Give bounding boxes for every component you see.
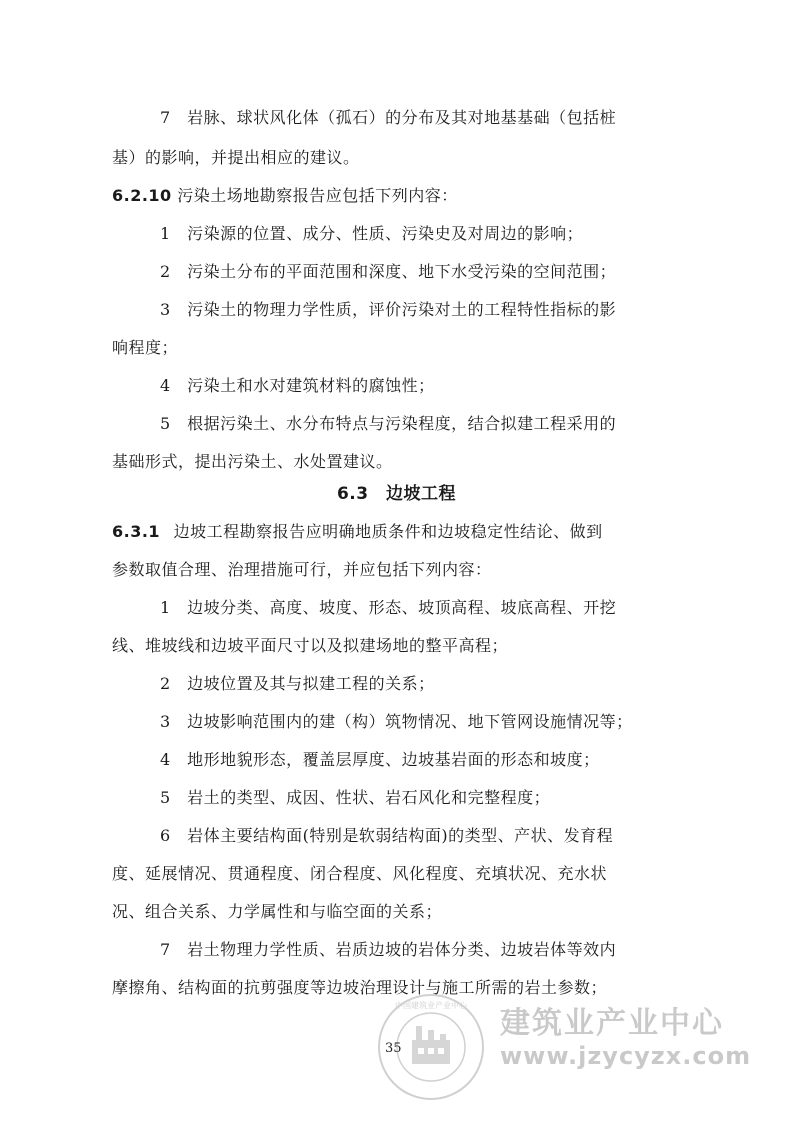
- list-item: 4 地形地貌形态，覆盖层厚度、边坡基岩面的形态和坡度；: [160, 750, 600, 769]
- clause-6-2-10: [112, 186, 672, 206]
- list-item-continuation: 基础形式，提出污染土、水处置建议。: [112, 452, 393, 471]
- clause-number: 6.2.10: [112, 186, 172, 205]
- list-item: 1 边坡分类、高度、坡度、形态、坡顶高程、坡底高程、开挖: [160, 598, 617, 617]
- list-item: 4 污染土和水对建筑材料的腐蚀性；: [160, 376, 435, 395]
- item7-line1: 7 岩脉、球状风化体（孤石）的分布及其对地基基础（包括桩: [160, 108, 617, 127]
- list-item-continuation: 况、组合关系、力学属性和与临空面的关系；: [112, 902, 443, 921]
- list-item: 2 边坡位置及其与拟建工程的关系；: [160, 674, 435, 693]
- list-item-continuation: 响程度；: [112, 338, 179, 357]
- watermark-title: 建筑业产业中心: [500, 1006, 724, 1041]
- seal-text: 中国建筑业产业中心: [395, 1001, 467, 1010]
- clause-continuation: 参数取值合理、治理措施可行，并应包括下列内容：: [112, 560, 492, 579]
- clause-number: 6.3.1: [112, 522, 161, 541]
- list-item-continuation: 线、堆坡线和边坡平面尺寸以及拟建场地的整平高程；: [112, 636, 509, 655]
- page-number: 35: [385, 1041, 402, 1056]
- list-item: 6 岩体主要结构面(特别是软弱结构面)的类型、产状、发育程: [160, 826, 614, 845]
- watermark-url: www.jzycyzx.com: [500, 1042, 752, 1070]
- watermark: [376, 992, 752, 1082]
- clause-text: 污染土场地勘察报告应包括下列内容：: [177, 186, 458, 205]
- list-item: 2 污染土分布的平面范围和深度、地下水受污染的空间范围；: [160, 262, 617, 281]
- list-item-continuation: 度、延展情况、贯通程度、闭合程度、风化程度、充填状况、充水状: [112, 864, 608, 883]
- list-item: 1 污染源的位置、成分、性质、污染史及对周边的影响；: [160, 224, 584, 243]
- item7-line2: 基）的影响，并提出相应的建议。: [112, 148, 360, 167]
- section-title: 6.3 边坡工程: [336, 484, 457, 504]
- clause-text: 边坡工程勘察报告应明确地质条件和边坡稳定性结论、做到: [173, 522, 603, 541]
- list-item: 7 岩土物理力学性质、岩质边坡的岩体分类、边坡岩体等效内: [160, 940, 617, 959]
- list-item: 3 污染土的物理力学性质，评价污染对土的工程特性指标的影: [160, 300, 617, 319]
- list-item: 5 岩土的类型、成因、性状、岩石风化和完整程度；: [160, 788, 551, 807]
- list-item-continuation: 摩擦角、结构面的抗剪强度等边坡治理设计与施工所需的岩土参数；: [112, 978, 608, 997]
- list-item: 5 根据污染土、水分布特点与污染程度，结合拟建工程采用的: [160, 414, 617, 433]
- list-item: 3 边坡影响范围内的建（构）筑物情况、地下管网设施情况等；: [160, 712, 633, 731]
- clause-6-3-1: [112, 522, 672, 542]
